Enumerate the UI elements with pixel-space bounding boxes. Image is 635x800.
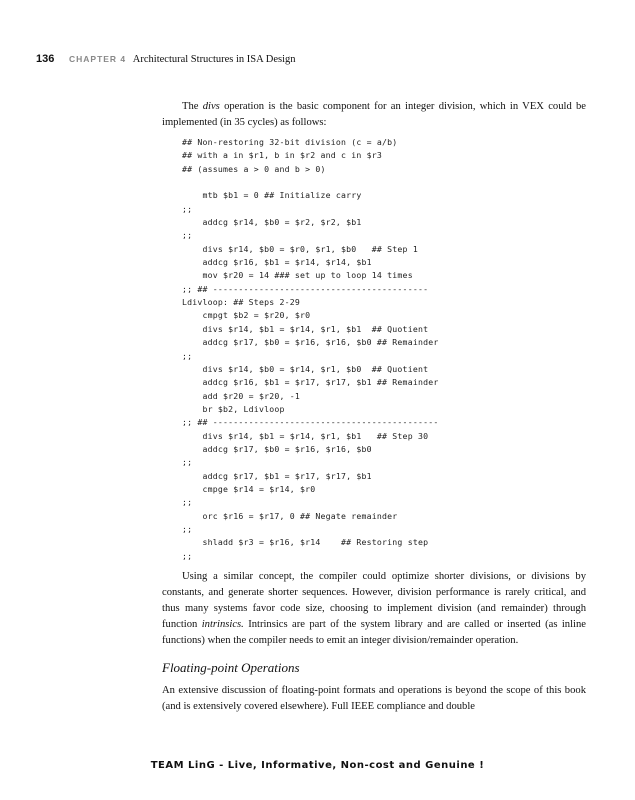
code-line: ;;: [182, 203, 193, 214]
code-line: addcg $r17, $b0 = $r16, $r16, $b0: [182, 443, 372, 454]
intrinsics-term: intrinsics.: [201, 619, 244, 630]
code-line: ;;: [182, 230, 193, 241]
code-line: ;; ## ------------------------------------------: [182, 283, 429, 294]
page-body: [162, 99, 586, 715]
code-line: mov $r20 = 14 ### set up to loop 14 times: [182, 270, 413, 281]
code-line: Ldivloop: ## Steps 2-29: [182, 297, 300, 308]
code-line: cmpge $r14 = $r14, $r0: [182, 483, 316, 494]
code-line: orc $r16 = $r17, 0 ## Negate remainder: [182, 510, 398, 521]
code-line: ## Non-restoring 32-bit division (c = a/b): [182, 137, 398, 147]
code-listing: [182, 136, 586, 563]
code-line: [182, 176, 586, 189]
divs-term: divs: [202, 101, 220, 112]
intro-paragraph: The divs operation is the basic component for an integer division, which in VEX could be implemented (in 35 cycles) as follows:: [162, 101, 586, 128]
code-line: divs $r14, $b1 = $r14, $r1, $b1 ## Quotient: [182, 323, 429, 334]
chapter-title: Architectural Structures in ISA Design: [132, 54, 296, 65]
footer-banner: TEAM LinG - Live, Informative, Non-cost and Genuine !: [150, 760, 485, 771]
code-line: addcg $r16, $b1 = $r17, $r17, $b1 ## Remainder: [182, 377, 439, 388]
body-paragraph: Using a similar concept, the compiler could optimize shorter divisions, or divisions by constants, and generate shorter sequences. However, division performance is rarely critical, and thus many systems favor code size, choosing to implement division (and remainder) through function intrinsics. Intrinsics are part of the system library and are called or inserted (as inline functions) when the compiler needs to emit an integer division/remainder operation.: [162, 571, 586, 646]
section-heading: Floating-point Operations: [162, 660, 300, 675]
code-line: shladd $r3 = $r16, $r14 ## Restoring step: [182, 537, 429, 548]
code-line: ;;: [182, 350, 193, 361]
code-line: ;;: [182, 523, 193, 534]
page-header: [36, 53, 596, 69]
code-line: divs $r14, $b0 = $r14, $r1, $b0 ## Quotient: [182, 363, 429, 374]
body-paragraph: An extensive discussion of floating-point formats and operations is beyond the scope of this book (and is extensively covered elsewhere). Full IEEE compliance and double: [162, 685, 586, 712]
code-line: ## (assumes a > 0 and b > 0): [182, 163, 326, 174]
code-line: addcg $r16, $b1 = $r14, $r14, $b1: [182, 257, 372, 268]
code-line: ;;: [182, 457, 193, 468]
code-line: addcg $r14, $b0 = $r2, $r2, $b1: [182, 217, 362, 228]
code-line: ## with a in $r1, b in $r2 and c in $r3: [182, 150, 383, 161]
code-line: ;;: [182, 550, 193, 561]
code-line: addcg $r17, $b0 = $r16, $r16, $b0 ## Remainder: [182, 337, 439, 348]
code-line: ;; ## --------------------------------------------: [182, 417, 439, 428]
code-line: cmpgt $b2 = $r20, $r0: [182, 310, 311, 321]
code-line: add $r20 = $r20, -1: [182, 390, 300, 401]
code-line: addcg $r17, $b1 = $r17, $r17, $b1: [182, 470, 372, 481]
page-number: 136: [36, 53, 55, 65]
code-line: divs $r14, $b0 = $r0, $r1, $b0 ## Step 1: [182, 243, 418, 254]
code-line: mtb $b1 = 0 ## Initialize carry: [182, 190, 362, 201]
code-line: br $b2, Ldivloop: [182, 403, 285, 414]
code-line: ;;: [182, 497, 193, 508]
code-line: divs $r14, $b1 = $r14, $r1, $b1 ## Step 30: [182, 430, 429, 441]
chapter-label: CHAPTER 4: [68, 54, 127, 64]
